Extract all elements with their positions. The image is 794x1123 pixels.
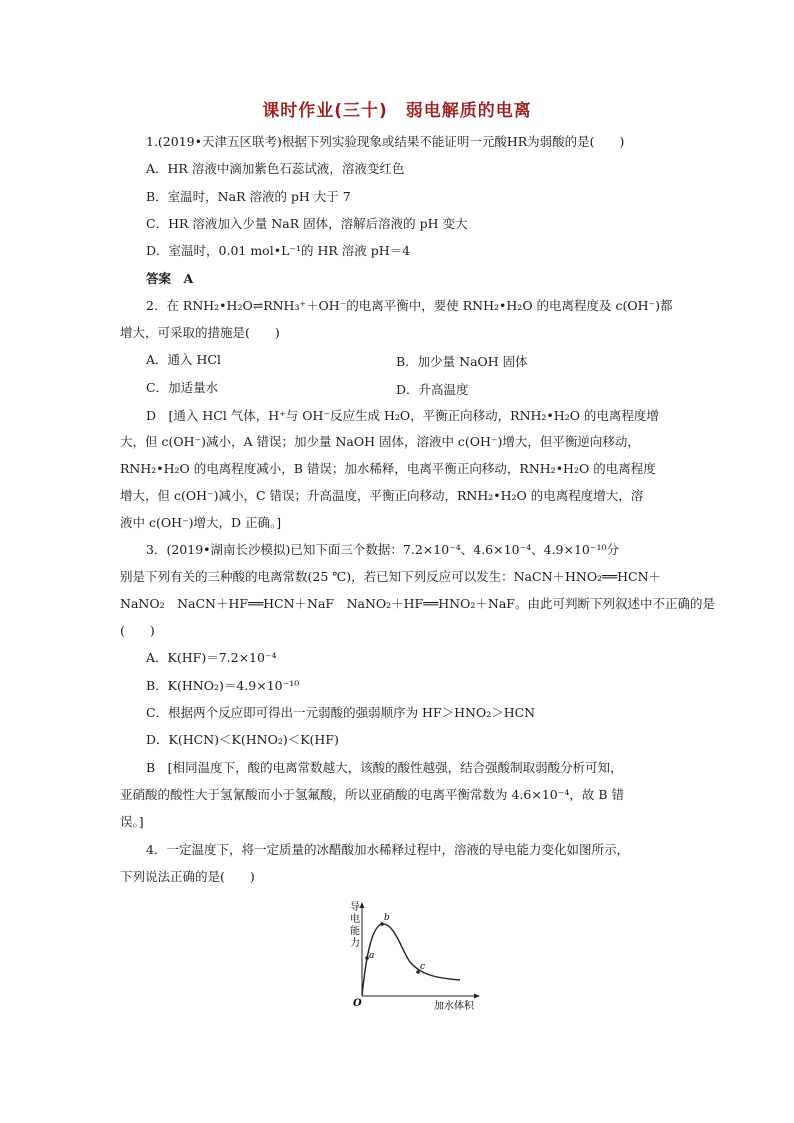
q4-stem-line1: 4．一定温度下，将一定质量的冰醋酸加水稀释过程中，溶液的导电能力变化如图所示， [146, 842, 629, 857]
ylabel-char-3: 能 [350, 926, 360, 937]
q1-answer: 答案 A [146, 271, 194, 286]
q2-explanation-line3: RNH₂•H₂O 的电离程度减小，B 错误；加水稀释，电离平衡正向移动，RNH₂•H₂O 的电离程度 [120, 461, 656, 476]
conductivity-graph [336, 896, 486, 1016]
q1-stem: 1.(2019•天津五区联考)根据下列实验现象或结果不能证明一元酸HR为弱酸的是( ) [146, 134, 625, 149]
q3-option-a: A．K(HF)＝7.2×10⁻⁴ [146, 650, 277, 665]
q3-explanation-line2: 亚硝酸的酸性大于氢氰酸而小于氢氟酸，所以亚硝酸的电离平衡常数为 4.6×10⁻⁴，故 B 错 [120, 787, 624, 802]
conductivity-curve [362, 924, 460, 996]
ylabel-char-2: 电 [350, 914, 360, 925]
point-a-label: a [369, 951, 375, 961]
q3-option-d: D．K(HCN)＜K(HNO₂)＜K(HF) [146, 732, 339, 747]
point-b-label: b [384, 913, 390, 923]
conductivity-figure [336, 896, 486, 1016]
q3-explanation-line3: 误。] [120, 814, 144, 829]
ylabel-char-4: 力 [350, 938, 360, 949]
q3-option-c: C．根据两个反应即可得出一元弱酸的强弱顺序为 HF＞HNO₂＞HCN [146, 705, 536, 720]
q1-option-a: A．HR 溶液中滴加紫色石蕊试液，溶液变红色 [146, 161, 405, 176]
q3-option-b: B．K(HNO₂)＝4.9×10⁻¹⁰ [146, 678, 300, 693]
q3-stem-line3: NaNO₂ NaCN＋HF══HCN＋NaF NaNO₂＋HF══HNO₂＋NaF。由此可判断下列叙述中不正确的是 [120, 596, 715, 611]
q1-option-d: D．室温时，0.01 mol•L⁻¹的 HR 溶液 pH＝4 [146, 243, 411, 258]
q1-option-b: B．室温时，NaR 溶液的 pH 大于 7 [146, 189, 351, 204]
point-c-label: c [420, 962, 426, 972]
q2-stem-line1: 2．在 RNH₂•H₂O⇌RNH₃⁺＋OH⁻的电离平衡中，要使 RNH₂•H₂O 的电离程度及 c(OH⁻)都 [146, 298, 673, 313]
q3-stem-line1: 3．(2019•湖南长沙模拟)已知下面三个数据：7.2×10⁻⁴、4.6×10⁻⁴、4.9×10⁻¹⁰分 [146, 542, 620, 557]
page-title: 课时作业(三十) 弱电解质的电离 [262, 101, 532, 121]
q2-explanation-line4: 增大，但 c(OH⁻)减小，C 错误；升高温度，平衡正向移动，RNH₂•H₂O 的电离程度增大，溶 [120, 488, 644, 503]
xlabel: 加水体积 [434, 1001, 474, 1012]
ylabel-char-1: 导 [350, 902, 360, 913]
y-axis-arrow [360, 902, 365, 908]
q2-explanation-line1: D [通入 HCl 气体，H⁺与 OH⁻反应生成 H₂O，平衡正向移动，RNH₂•H₂O 的电离程度增 [146, 408, 659, 423]
q1-option-c: C．HR 溶液加入少量 NaR 固体，溶解后溶液的 pH 变大 [146, 216, 468, 231]
q2-stem-line2: 增大，可采取的措施是( ) [120, 325, 280, 340]
q2-option-d: D．升高温度 [396, 382, 469, 397]
x-axis-arrow [474, 994, 480, 999]
q3-stem-line4: ( ) [120, 623, 155, 638]
q4-stem-line2: 下列说法正确的是( ) [120, 869, 255, 884]
q2-explanation-line5: 液中 c(OH⁻)增大，D 正确。] [120, 515, 282, 530]
q2-explanation-line2: 大，但 c(OH⁻)减小，A 错误；加少量 NaOH 固体，溶液中 c(OH⁻)增大，但平衡逆向移动， [120, 434, 640, 449]
q3-explanation-line1: B [相同温度下，酸的电离常数越大，该酸的酸性越强，结合强酸制取弱酸分析可知， [146, 760, 623, 775]
q2-option-b: B．加少量 NaOH 固体 [396, 354, 528, 369]
q3-stem-line2: 别是下列有关的三种酸的电离常数(25 ℃)，若已知下列反应可以发生：NaCN＋HNO₂══HCN＋ [120, 569, 662, 584]
origin-label: O [353, 998, 362, 1009]
q2-option-a: A．通入 HCl [146, 352, 221, 367]
q2-option-c: C．加适量水 [146, 380, 219, 395]
